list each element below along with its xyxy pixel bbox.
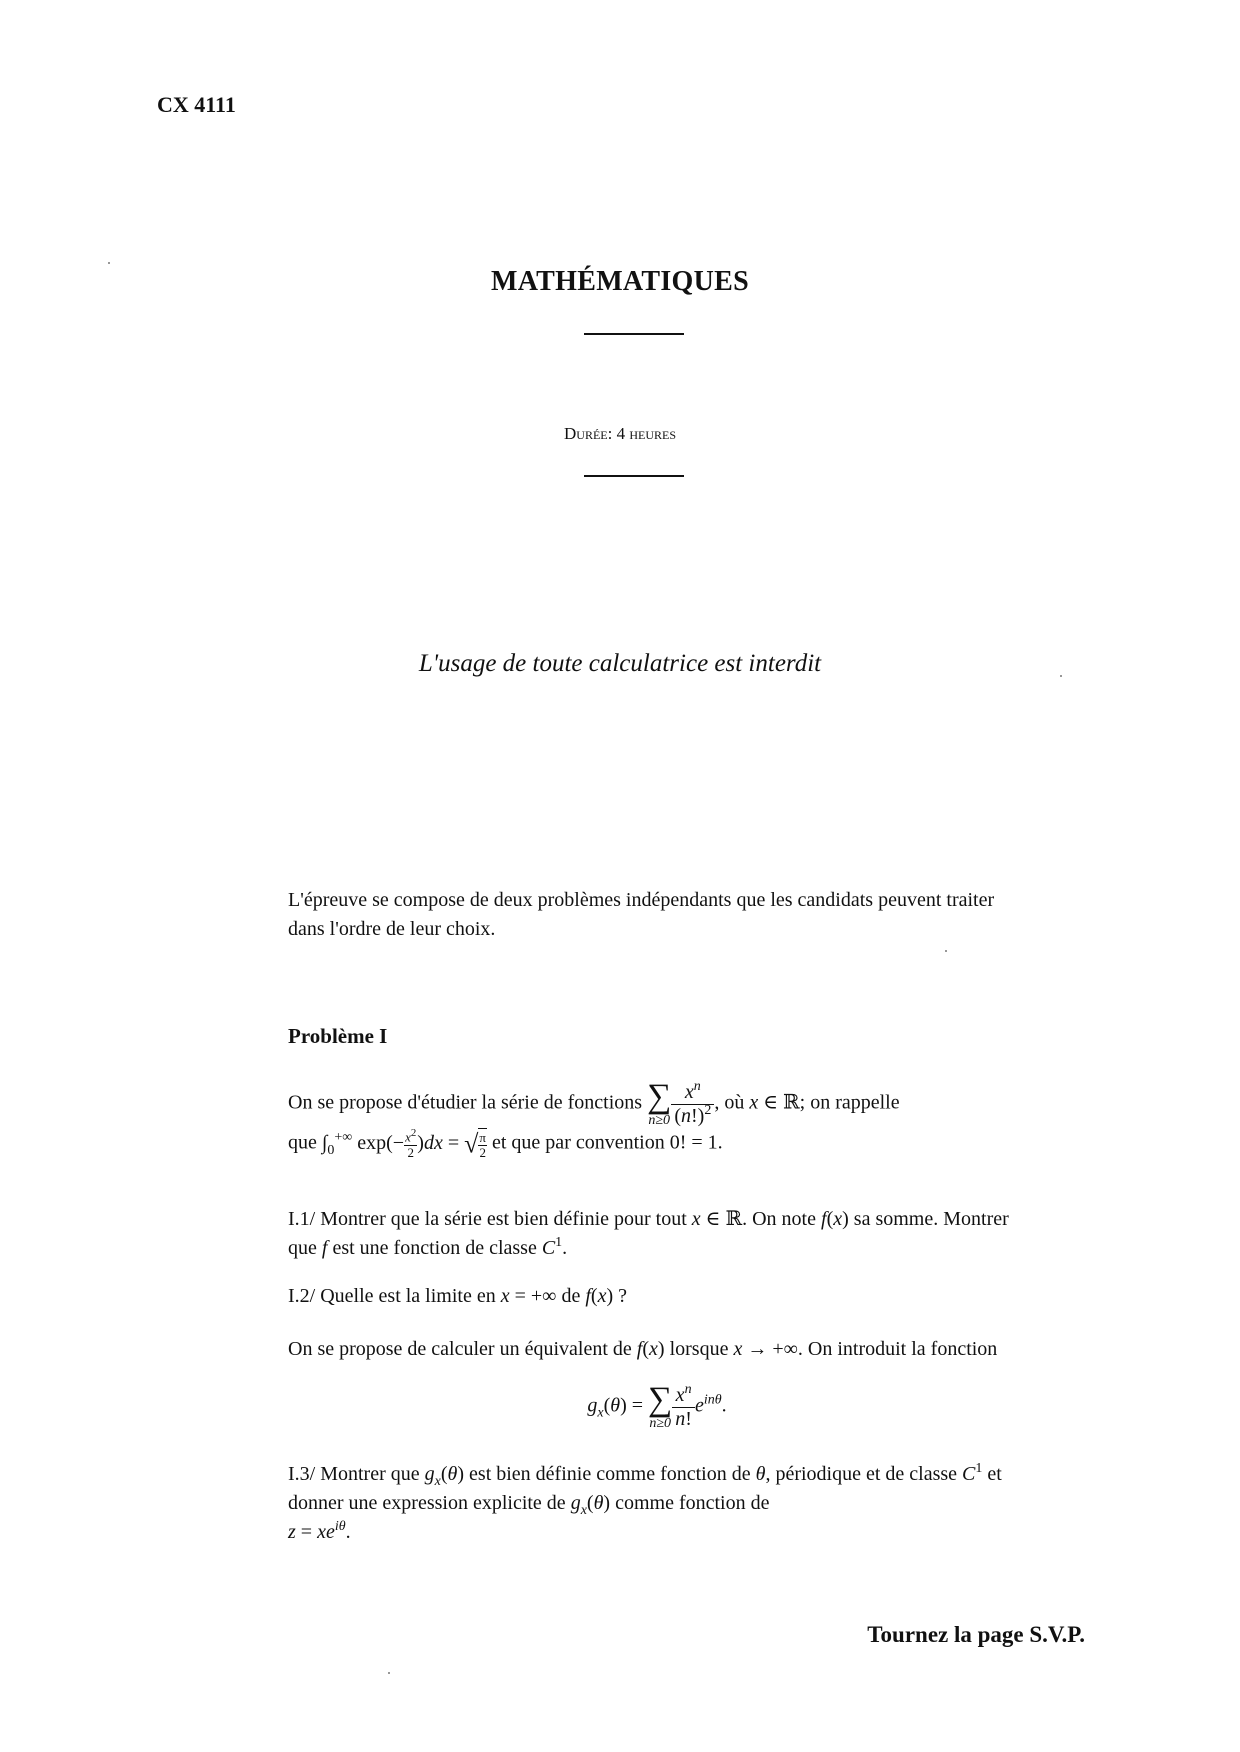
page-title: MATHÉMATIQUES <box>491 266 749 297</box>
statement-text-d: que <box>288 1131 317 1154</box>
series-sum: ∑ n≥0 <box>647 1078 672 1128</box>
exam-intro: L'épreuve se compose de deux problèmes indépendants que les candidats peuvent traiter dans l'ordre de leur choix. <box>288 889 995 940</box>
title-divider <box>584 333 684 335</box>
intro2-text-a: On se propose de calculer un équivalent de <box>288 1338 632 1360</box>
exam-duration: Durée: 4 heures <box>564 424 676 443</box>
q1-text-d: est une fonction de classe <box>332 1237 537 1259</box>
statement-text-a: On se propose d'étudier la série de fonctions <box>288 1091 643 1114</box>
q2-text-c: ? <box>618 1285 628 1307</box>
question-1-2: I.2/ Quelle est la limite en x = +∞ de f(x) ? <box>288 1285 628 1307</box>
intro2-text-c: . On introduit la fonction <box>797 1338 998 1360</box>
question-1-3: I.3/ Montrer que $g_x(\theta)$ est bien définie comme fonction de θ, périodique et de classe $C^1$ et donner une expression explicite de $g_x(\theta)$ comme fonction de $z = xe^{i\theta}$. <box>288 1461 1002 1543</box>
intro2-text-b: lorsque <box>669 1338 729 1360</box>
g-definition-equation: $g_x(\theta)$ = ∑ n≥0 $\frac{x^n}{n!}$ $e^{in\theta}$. <box>587 1381 727 1431</box>
q2-label: I.2/ <box>288 1285 316 1307</box>
q1-text-a: Montrer que la série est bien définie pour tout <box>320 1208 687 1230</box>
q1-label: I.1/ <box>288 1208 316 1230</box>
scan-speck <box>1060 675 1062 677</box>
q3-text-b: est bien définie comme fonction de <box>469 1463 751 1485</box>
q3-text-a: Montrer que <box>320 1463 420 1485</box>
equivalent-intro: On se propose de calculer un équivalent de f(x) lorsque x → +∞. On introduit la fonction <box>288 1338 998 1360</box>
q3-text-d: et donner une expression explicite de <box>288 1463 1002 1514</box>
q1-text-c: sa somme. Montrer que <box>288 1208 1009 1259</box>
problem-statement: On se propose d'étudier la série de fonctions ∑ n≥0 $\frac{x^n}{(n!)^2}$ , où x ∈ ℝ; on rappelle que $\int_0^{+\infty}$ exp(− $\frac{x^2}{2}$ )dx = √ $\frac{\pi}{2}$ et que par convention 0! = 1. <box>288 1078 900 1160</box>
question-1-1: I.1/ Montrer que la série est bien définie pour tout x ∈ ℝ. On note f(x) sa somme. Montrer que f est une fonction de classe $C^1$. <box>288 1208 1009 1259</box>
calculator-notice: L'usage de toute calculatrice est interdit <box>418 650 822 677</box>
scan-speck <box>945 950 947 952</box>
turn-page-note: Tournez la page S.V.P. <box>867 1622 1085 1647</box>
scan-speck <box>108 262 110 264</box>
q3-text-e: comme fonction de <box>615 1492 770 1514</box>
q3-text-c: , périodique et de classe <box>765 1463 958 1485</box>
gaussian-integral: $\int_0^{+\infty}$ exp(− $\frac{x^2}{2}$ )dx = √ $\frac{\pi}{2}$ <box>321 1127 486 1160</box>
q2-text-a: Quelle est la limite en <box>320 1285 496 1307</box>
duration-divider <box>584 475 684 477</box>
exam-code: CX 4111 <box>157 92 236 117</box>
statement-text-b: , où <box>714 1091 745 1114</box>
q3-label: I.3/ <box>288 1463 316 1485</box>
scan-speck <box>388 1672 390 1674</box>
q1-text-b: . On note <box>742 1208 816 1230</box>
statement-text-e: et que par convention 0! = 1. <box>492 1131 723 1154</box>
series-term-fraction: $\frac{x^n}{(n!)^2}$ <box>671 1081 714 1128</box>
statement-text-c: ; on rappelle <box>799 1091 900 1114</box>
problem-title: Problème I <box>288 1024 388 1048</box>
q2-text-b: de <box>561 1285 581 1307</box>
